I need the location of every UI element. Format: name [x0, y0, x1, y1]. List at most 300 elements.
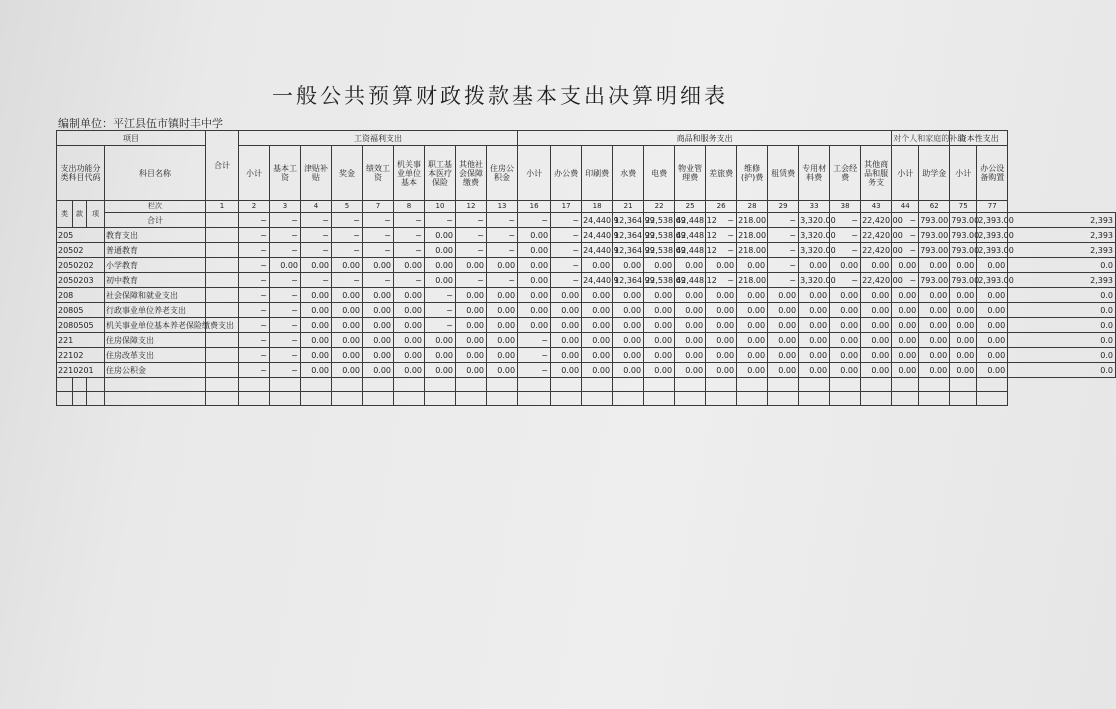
row-value: ~ [270, 363, 301, 378]
row-value: 0.00 [950, 333, 977, 348]
table-row [57, 273, 1116, 288]
row-value: 42,448.12 [675, 273, 706, 288]
empty-cell [977, 378, 1008, 392]
row-value: 0.00 [675, 288, 706, 303]
column-header: 小计 [892, 146, 919, 201]
column-number: 29 [768, 201, 799, 213]
table-row [57, 228, 1116, 243]
empty-cell [456, 378, 487, 392]
row-value: 42,448.12 [675, 213, 706, 228]
row-value: ~ [270, 288, 301, 303]
row-value: ~ [768, 258, 799, 273]
row-value: ~ [394, 228, 425, 243]
row-value: 0.00 [301, 303, 332, 318]
row-value: 0.00 [892, 318, 919, 333]
row-value: ~ [518, 348, 551, 363]
empty-cell [892, 378, 919, 392]
row-value: 793.00 [950, 243, 977, 258]
row-value: 0.00 [768, 348, 799, 363]
column-header: 水费 [613, 146, 644, 201]
empty-cell [518, 378, 551, 392]
table-row [57, 258, 1116, 273]
row-code: 2080505 [57, 318, 105, 333]
column-number: 10 [425, 201, 456, 213]
row-value: ~ [270, 303, 301, 318]
row-total [206, 228, 239, 243]
table-row [57, 318, 1116, 333]
row-value: 24,440.9 [582, 273, 613, 288]
row-value: 0.00 [425, 363, 456, 378]
row-value: 0.00 [706, 333, 737, 348]
row-value: 0.00 [332, 333, 363, 348]
column-header: 租赁费 [768, 146, 799, 201]
row-value: 24,440.9 [582, 213, 613, 228]
empty-cell [861, 392, 892, 406]
empty-cell [551, 378, 582, 392]
row-value: 0.00 [861, 363, 892, 378]
row-value: ~ [332, 228, 363, 243]
row-value: 0.00 [830, 318, 861, 333]
row-value: ~ [394, 243, 425, 258]
row-value: 2,393.00 [977, 273, 1008, 288]
row-value: 0.00 [950, 258, 977, 273]
column-number: 3 [270, 201, 301, 213]
empty-cell [270, 392, 301, 406]
row-value: 0.00 [425, 243, 456, 258]
row-value: 24,440.9 [582, 243, 613, 258]
row-value: 0.00 [799, 318, 830, 333]
lanci-label: 栏次 [105, 201, 206, 213]
report-title: 一般公共预算财政拨款基本支出决算明细表 [272, 84, 728, 108]
column-number: 22 [644, 201, 675, 213]
row-value: 0.00 [950, 363, 977, 378]
row-value: 0.00 [332, 318, 363, 333]
row-value: 0.00 [919, 303, 950, 318]
row-value: 0.00 [613, 348, 644, 363]
row-value: ~ [239, 318, 270, 333]
row-code: 208 [57, 288, 105, 303]
row-value: 0.00 [706, 258, 737, 273]
empty-cell [425, 378, 456, 392]
row-value: 0.00 [861, 258, 892, 273]
row-value: 0.00 [551, 318, 582, 333]
empty-cell [644, 378, 675, 392]
group-capital-header: 资本性支出 [950, 131, 1008, 146]
row-name: 普通教育 [105, 243, 206, 258]
row-value: 0.00 [977, 318, 1008, 333]
row-value: 0.00 [582, 333, 613, 348]
row-value: ~ [518, 213, 551, 228]
row-value: 0.00 [977, 363, 1008, 378]
row-value: 0.00 [737, 333, 768, 348]
empty-cell [919, 392, 950, 406]
row-value: 0.00 [487, 303, 518, 318]
row-value: 0.00 [644, 288, 675, 303]
empty-cell [950, 392, 977, 406]
row-value: 0.00 [706, 288, 737, 303]
row-value: ~ [487, 273, 518, 288]
row-value: ~ [892, 243, 919, 258]
column-header: 办公设备购置 [977, 146, 1008, 201]
row-value: ~ [551, 273, 582, 288]
empty-cell [613, 392, 644, 406]
row-value: 0.00 [518, 288, 551, 303]
row-value: 0.00 [861, 303, 892, 318]
row-value: ~ [830, 243, 861, 258]
empty-cell [394, 392, 425, 406]
row-value: 0.00 [737, 288, 768, 303]
row-value: 0.00 [394, 288, 425, 303]
row-value: ~ [551, 243, 582, 258]
row-value: 0.00 [582, 348, 613, 363]
row-value: 0.00 [919, 258, 950, 273]
row-value: ~ [768, 228, 799, 243]
row-value: 22,420.00 [861, 273, 892, 288]
row-value: 0.00 [394, 363, 425, 378]
row-value: 42,448.12 [675, 243, 706, 258]
empty-cell [675, 392, 706, 406]
row-value: 0.00 [830, 258, 861, 273]
row-value: 0.00 [582, 258, 613, 273]
empty-cell [737, 378, 768, 392]
row-total [206, 363, 239, 378]
row-value: 0.00 [332, 303, 363, 318]
column-number: 1 [206, 201, 239, 213]
empty-cell [977, 392, 1008, 406]
row-value: ~ [301, 273, 332, 288]
row-value: 0.00 [425, 228, 456, 243]
row-value: ~ [518, 333, 551, 348]
row-value: 0.00 [582, 303, 613, 318]
row-value: 22,538.69 [644, 228, 675, 243]
row-value: 0.00 [363, 333, 394, 348]
row-value: 0.00 [737, 258, 768, 273]
row-value: 0.00 [332, 363, 363, 378]
row-value: 0.00 [301, 333, 332, 348]
total-header: 合计 [206, 131, 239, 201]
row-value: ~ [768, 273, 799, 288]
row-value: 0.00 [487, 258, 518, 273]
project-header: 项目 [57, 131, 206, 146]
row-value: 0.00 [363, 258, 394, 273]
column-number: 28 [737, 201, 768, 213]
row-value: 0.00 [518, 243, 551, 258]
row-value: ~ [239, 288, 270, 303]
row-value: ~ [239, 213, 270, 228]
row-value: ~ [394, 213, 425, 228]
row-value: 0.00 [830, 288, 861, 303]
empty-cell [487, 392, 518, 406]
column-number: 33 [799, 201, 830, 213]
row-value: 0.00 [799, 348, 830, 363]
row-value: ~ [425, 213, 456, 228]
column-header: 专用材料费 [799, 146, 830, 201]
row-value: 0.00 [613, 303, 644, 318]
row-value: ~ [301, 243, 332, 258]
row-value: 0.00 [332, 288, 363, 303]
table-row [57, 288, 1116, 303]
row-value: ~ [768, 243, 799, 258]
row-value: 0.0 [1008, 318, 1116, 333]
row-value: 2,393 [1008, 243, 1116, 258]
column-header: 小计 [950, 146, 977, 201]
empty-cell [425, 392, 456, 406]
row-value: ~ [706, 273, 737, 288]
row-value: 22,420.00 [861, 213, 892, 228]
row-value: 3,320.00 [799, 213, 830, 228]
row-total [206, 303, 239, 318]
row-value: 0.00 [456, 348, 487, 363]
row-value: ~ [239, 258, 270, 273]
row-value: 0.00 [456, 333, 487, 348]
row-value: 0.00 [582, 288, 613, 303]
row-value: 0.00 [892, 303, 919, 318]
row-value: 0.0 [1008, 303, 1116, 318]
column-header: 电费 [644, 146, 675, 201]
row-value: 0.00 [456, 288, 487, 303]
row-value: ~ [239, 228, 270, 243]
row-total [206, 213, 239, 228]
row-value: 0.00 [919, 318, 950, 333]
row-value: 0.00 [861, 288, 892, 303]
expenditure-table-wrap [56, 130, 1113, 410]
row-value: 12,364.99 [613, 243, 644, 258]
row-value: 0.00 [799, 333, 830, 348]
row-value: ~ [239, 273, 270, 288]
row-value: 793.00 [919, 228, 950, 243]
row-code: 221 [57, 333, 105, 348]
row-value: 2,393.00 [977, 243, 1008, 258]
empty-cell [87, 378, 105, 392]
row-value: ~ [830, 273, 861, 288]
row-value: 0.00 [613, 258, 644, 273]
column-header: 小计 [518, 146, 551, 201]
row-value: 22,538.69 [644, 213, 675, 228]
column-header: 工会经费 [830, 146, 861, 201]
row-value: 0.00 [799, 258, 830, 273]
row-total [206, 333, 239, 348]
row-value: ~ [551, 213, 582, 228]
row-name: 机关事业单位基本养老保险缴费支出 [105, 318, 206, 333]
row-value: ~ [270, 228, 301, 243]
row-total [206, 258, 239, 273]
xiang-header: 项 [87, 201, 105, 228]
row-value: 0.00 [551, 303, 582, 318]
empty-cell [706, 378, 737, 392]
empty-cell [270, 378, 301, 392]
row-value: 0.00 [706, 318, 737, 333]
row-value: 2,393.00 [977, 228, 1008, 243]
row-value: 12,364.99 [613, 273, 644, 288]
row-value: 0.00 [582, 318, 613, 333]
column-header: 住房公积金 [487, 146, 518, 201]
row-value: ~ [301, 213, 332, 228]
row-value: 0.00 [487, 333, 518, 348]
row-value: ~ [332, 243, 363, 258]
row-value: ~ [363, 273, 394, 288]
row-value: 0.00 [613, 288, 644, 303]
empty-cell [456, 392, 487, 406]
row-value: ~ [239, 333, 270, 348]
row-code: 20502 [57, 243, 105, 258]
row-value: 0.00 [768, 363, 799, 378]
column-number: 43 [861, 201, 892, 213]
empty-cell [919, 378, 950, 392]
row-value: 0.00 [332, 258, 363, 273]
row-value: ~ [456, 228, 487, 243]
row-value: ~ [425, 303, 456, 318]
row-value: 0.00 [270, 258, 301, 273]
empty-cell [239, 392, 270, 406]
row-value: 0.00 [582, 363, 613, 378]
row-value: ~ [425, 318, 456, 333]
row-name: 社会保障和就业支出 [105, 288, 206, 303]
column-header: 助学金 [919, 146, 950, 201]
row-value: ~ [270, 243, 301, 258]
empty-cell [551, 392, 582, 406]
row-value: 0.00 [425, 273, 456, 288]
row-value: 793.00 [919, 243, 950, 258]
row-value: 0.00 [551, 333, 582, 348]
kuan-header: 款 [73, 201, 87, 228]
empty-cell [206, 378, 239, 392]
row-value: 0.00 [394, 258, 425, 273]
column-number: 4 [301, 201, 332, 213]
row-value: 22,538.69 [644, 273, 675, 288]
row-value: 0.00 [487, 363, 518, 378]
column-number: 62 [919, 201, 950, 213]
column-header: 机关事业单位基本 [394, 146, 425, 201]
row-value: 0.00 [737, 363, 768, 378]
row-value: 22,420.00 [861, 243, 892, 258]
column-number: 75 [950, 201, 977, 213]
row-value: 0.00 [456, 363, 487, 378]
row-name: 住房改革支出 [105, 348, 206, 363]
row-value: 0.00 [518, 303, 551, 318]
row-code: 2050202 [57, 258, 105, 273]
row-value: 3,320.00 [799, 273, 830, 288]
column-number: 38 [830, 201, 861, 213]
column-header: 绩效工资 [363, 146, 394, 201]
row-value: 0.00 [363, 348, 394, 363]
row-value: 0.00 [394, 303, 425, 318]
row-value: 0.00 [363, 363, 394, 378]
row-value: 0.00 [394, 333, 425, 348]
row-value: ~ [239, 303, 270, 318]
row-value: ~ [706, 228, 737, 243]
row-value: 12,364.99 [613, 228, 644, 243]
row-value: ~ [487, 213, 518, 228]
row-value: ~ [363, 213, 394, 228]
row-value: 2,393.00 [977, 213, 1008, 228]
row-name: 教育支出 [105, 228, 206, 243]
row-value: 0.00 [892, 333, 919, 348]
row-value: 0.00 [613, 333, 644, 348]
empty-cell [332, 378, 363, 392]
table-row [57, 303, 1116, 318]
row-value: 2,393 [1008, 273, 1116, 288]
row-value: 12,364.99 [613, 213, 644, 228]
row-value: 0.00 [301, 288, 332, 303]
empty-cell [675, 378, 706, 392]
row-value: 0.00 [487, 348, 518, 363]
row-value: 0.00 [977, 288, 1008, 303]
column-header: 差旅费 [706, 146, 737, 201]
row-value: 0.00 [706, 303, 737, 318]
row-value: ~ [270, 333, 301, 348]
row-code: 2050203 [57, 273, 105, 288]
row-value: ~ [551, 228, 582, 243]
row-value: 22,538.69 [644, 243, 675, 258]
row-value: 0.00 [644, 333, 675, 348]
row-value: 0.00 [644, 303, 675, 318]
column-number: 13 [487, 201, 518, 213]
row-value: 793.00 [950, 228, 977, 243]
row-value: 0.00 [301, 348, 332, 363]
column-header: 其他社会保障缴费 [456, 146, 487, 201]
class-header: 类 [57, 201, 73, 228]
row-value: 793.00 [919, 213, 950, 228]
row-value: 793.00 [919, 273, 950, 288]
row-value: 0.00 [768, 288, 799, 303]
column-number: 8 [394, 201, 425, 213]
empty-cell [87, 392, 105, 406]
row-value: 793.00 [950, 213, 977, 228]
row-value: ~ [892, 213, 919, 228]
empty-cell [582, 378, 613, 392]
row-value: 0.00 [861, 333, 892, 348]
row-value: ~ [332, 213, 363, 228]
row-value: ~ [270, 318, 301, 333]
column-header: 其他商品和服务支 [861, 146, 892, 201]
row-value: 0.00 [487, 288, 518, 303]
row-value: ~ [706, 243, 737, 258]
empty-cell [57, 392, 73, 406]
row-value: 0.00 [830, 303, 861, 318]
row-value: ~ [456, 213, 487, 228]
row-value: 0.00 [799, 363, 830, 378]
row-value: 0.00 [675, 258, 706, 273]
column-header: 基本工资 [270, 146, 301, 201]
empty-cell [301, 378, 332, 392]
table-row [57, 243, 1116, 258]
empty-cell [737, 392, 768, 406]
row-value: ~ [456, 243, 487, 258]
empty-cell [644, 392, 675, 406]
row-value: ~ [456, 273, 487, 288]
row-value: ~ [270, 213, 301, 228]
row-value: 0.00 [799, 288, 830, 303]
empty-cell [363, 378, 394, 392]
row-value: 3,320.00 [799, 243, 830, 258]
row-value: ~ [239, 363, 270, 378]
row-value: 0.00 [737, 303, 768, 318]
row-value: 0.00 [977, 333, 1008, 348]
empty-cell [73, 378, 87, 392]
row-value: 0.00 [394, 318, 425, 333]
row-value: 0.00 [892, 288, 919, 303]
row-value: 0.00 [950, 318, 977, 333]
column-number: 16 [518, 201, 551, 213]
row-value: 0.00 [613, 318, 644, 333]
empty-cell [830, 392, 861, 406]
row-value: 0.00 [518, 318, 551, 333]
row-value: 0.00 [332, 348, 363, 363]
row-value: 0.00 [551, 363, 582, 378]
row-value: 0.00 [301, 363, 332, 378]
row-value: 0.00 [675, 348, 706, 363]
row-value: 0.00 [425, 258, 456, 273]
